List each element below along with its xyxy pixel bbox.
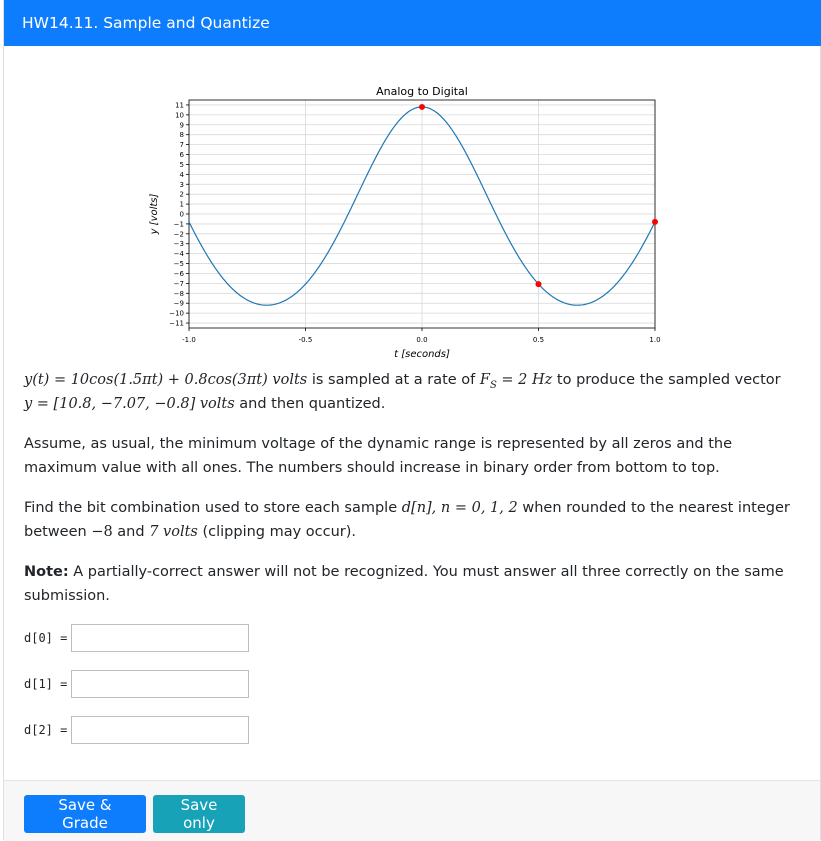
sample-point [419, 104, 425, 110]
dynamic-range-paragraph: Assume, as usual, the minimum voltage of the dynamic range is represented by all zeros and the maximum value with all ones. The numbers should increase in binary order from bottom to top. [24, 436, 733, 476]
text-between: between [24, 524, 92, 540]
y-tick-label: −4 [173, 250, 184, 259]
y-tick-label: −9 [173, 299, 184, 308]
answer-input-d0[interactable] [71, 624, 249, 652]
x-axis-label: t [seconds] [394, 349, 450, 360]
text-find-bits: Find the bit combination used to store each sample [24, 500, 402, 516]
y-axis-label: y [volts] [149, 193, 160, 235]
y-tick-label: 8 [179, 131, 184, 140]
text-and: and [112, 524, 150, 540]
x-tick-label: 0.0 [416, 336, 428, 344]
y-tick-label: 7 [179, 141, 184, 150]
y-tick-label: −1 [173, 220, 184, 229]
chart-title: Analog to Digital [376, 85, 468, 98]
text-produce-vector: to produce the sampled vector [552, 372, 781, 388]
x-tick-label: 0.5 [532, 336, 545, 344]
y-tick-label: −6 [173, 269, 184, 278]
answer-input-d2[interactable] [71, 716, 249, 744]
text-quantized: and then quantized. [234, 396, 386, 412]
y-tick-label: −11 [169, 319, 184, 328]
y-tick-label: 4 [179, 170, 184, 179]
problem-statement-line2 [24, 392, 804, 416]
plot-container [4, 80, 821, 370]
answer-label-d2: d[2] = [24, 723, 68, 737]
text-rounded: when rounded to the nearest integer [517, 500, 790, 516]
submission-footer [4, 780, 820, 841]
save-only-button[interactable]: Save only [153, 795, 245, 833]
y-tick-label: −3 [173, 240, 184, 249]
answer-row-d2 [24, 715, 249, 745]
fs-value: = 2 Hz [496, 372, 553, 388]
y-tick-label: −2 [173, 230, 184, 239]
text-sampled-at: is sampled at a rate of [307, 372, 480, 388]
note-label: Note: [24, 564, 69, 580]
answer-row-d0 [24, 623, 249, 653]
y-tick-label: 0 [179, 210, 184, 219]
y-tick-label: 3 [179, 180, 184, 189]
question-card [3, 0, 821, 840]
y-tick-label: 9 [179, 121, 184, 130]
sample-point [536, 281, 542, 287]
answer-row-d1 [24, 669, 249, 699]
x-tick-label: -1.0 [182, 336, 196, 344]
text-clipping: (clipping may occur). [197, 524, 357, 540]
save-grade-button[interactable]: Save & Grade [24, 795, 146, 833]
signal-equation: y(t) = 10cos(1.5πt) + 0.8cos(3πt) volts [24, 372, 308, 388]
instructions-paragraph [24, 496, 804, 544]
y-tick-label: −8 [173, 289, 184, 298]
x-tick-label: -0.5 [298, 336, 313, 344]
fs-subscript: S [489, 379, 497, 391]
analog-to-digital-chart [4, 80, 821, 370]
x-tick-label: 1.0 [649, 336, 661, 344]
y-tick-label: 10 [175, 111, 184, 120]
y-tick-label: −5 [173, 260, 184, 269]
fs-symbol: F [479, 372, 490, 388]
y-tick-label: 11 [175, 101, 184, 110]
answer-label-d1: d[1] = [24, 677, 68, 691]
y-tick-label: 2 [179, 190, 184, 199]
dn-expression: d[n], n = 0, 1, 2 [401, 500, 518, 516]
question-title: HW14.11. Sample and Quantize [4, 0, 821, 46]
y-tick-label: 1 [179, 200, 184, 209]
y-tick-label: 5 [179, 160, 184, 169]
sample-point [652, 219, 658, 225]
y-tick-label: 6 [179, 151, 184, 160]
range-high: 7 volts [149, 524, 198, 540]
note-text: A partially-correct answer will not be recognized. You must answer all three correctly on the same submission. [24, 564, 784, 604]
answer-input-d1[interactable] [71, 670, 249, 698]
range-low: −8 [91, 524, 113, 540]
answer-label-d0: d[0] = [24, 631, 68, 645]
y-tick-label: −7 [173, 279, 184, 288]
y-tick-label: −10 [169, 309, 184, 318]
sampled-vector: y = [10.8, −7.07, −0.8] volts [24, 396, 235, 412]
note-paragraph [24, 560, 804, 608]
